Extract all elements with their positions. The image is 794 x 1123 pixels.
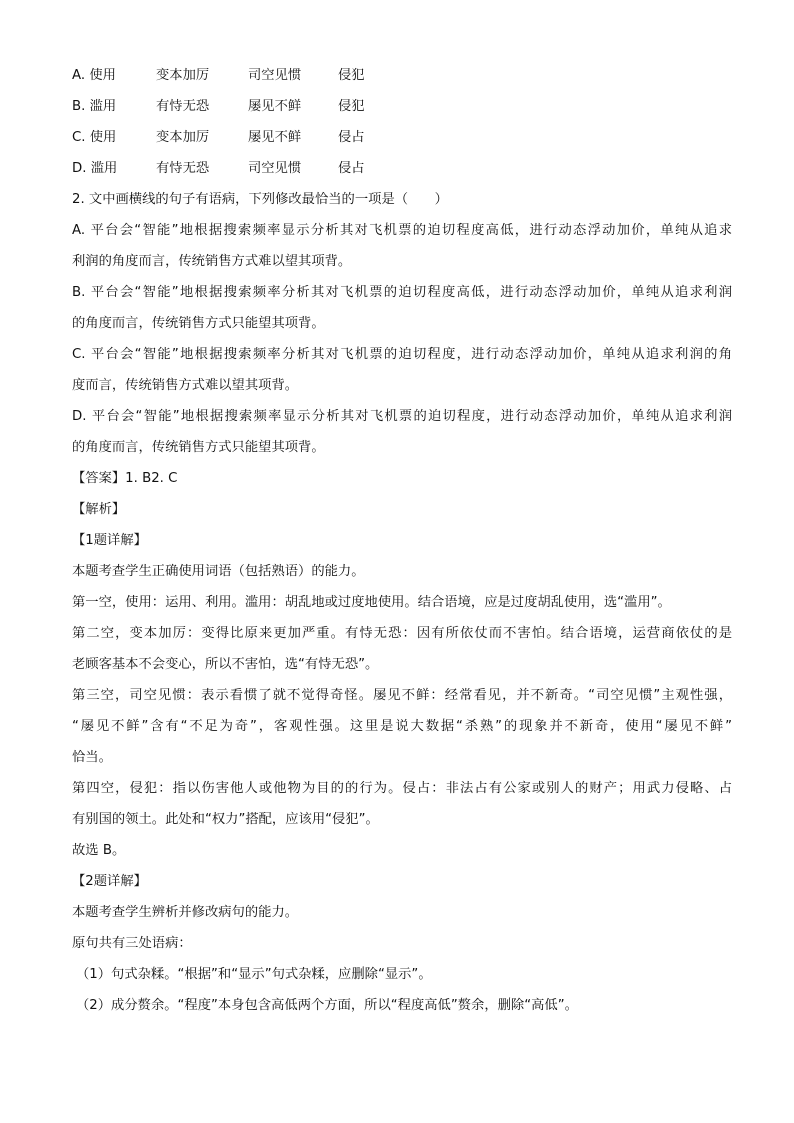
q2-detail-heading: 【2题详解】 bbox=[72, 874, 147, 889]
option-label: D. 滥用 bbox=[72, 161, 118, 176]
q1-blank-3-explanation-line-1: 第三空，司空见惯：表示看惯了就不觉得奇怪。屡见不鲜：经常看见，并不新奇。“司空见惯”主观性强， bbox=[72, 688, 732, 703]
q2-detail-intro: 本题考查学生辨析并修改病句的能力。 bbox=[72, 905, 299, 920]
option-word-2: 有恃无恐 bbox=[156, 99, 210, 114]
q2-errors-summary: 原句共有三处语病： bbox=[72, 936, 192, 951]
q2-option-a-line-2: 利润的角度而言，传统销售方式难以望其项背。 bbox=[72, 254, 352, 269]
option-row-b bbox=[72, 91, 732, 122]
option-word-3: 屡见不鲜 bbox=[248, 130, 302, 145]
option-label: C. 使用 bbox=[72, 130, 117, 145]
option-word-4: 侵占 bbox=[338, 130, 365, 145]
q2-option-c-line-2: 度而言，传统销售方式难以望其项背。 bbox=[72, 378, 299, 393]
option-word-4: 侵犯 bbox=[338, 99, 365, 114]
q1-blank-2-explanation-line-2: 老顾客基本不会变心，所以不害怕，选“有恃无恐”。 bbox=[72, 657, 379, 672]
option-label: B. 滥用 bbox=[72, 99, 117, 114]
option-word-4: 侵占 bbox=[338, 161, 365, 176]
option-row-a bbox=[72, 60, 732, 91]
option-word-3: 司空见惯 bbox=[248, 68, 302, 83]
q1-blank-4-explanation-line-2: 有别国的领土。此处和“权力”搭配，应该用“侵犯”。 bbox=[72, 812, 379, 827]
question-2-stem: 2. 文中画横线的句子有语病，下列修改最恰当的一项是（ ） bbox=[72, 192, 448, 207]
option-word-2: 变本加厉 bbox=[156, 130, 210, 145]
q2-option-d-line-1: D. 平台会“智能”地根据搜索频率显示分析其对飞机票的迫切程度，进行动态浮动加价，单纯从追求利润 bbox=[72, 409, 732, 424]
q1-blank-3-explanation-line-2: “屡见不鲜”含有“不足为奇”，客观性强。这里是说大数据“杀熟”的现象并不新奇，使用“屡见不鲜” bbox=[72, 719, 732, 734]
analysis-heading: 【解析】 bbox=[72, 502, 126, 517]
q2-option-b-line-1: B. 平台会“智能”地根据搜索频率分析其对飞机票的迫切程度高低，进行动态浮动加价，单纯从追求利润 bbox=[72, 285, 732, 300]
option-word-2: 有恃无恐 bbox=[156, 161, 210, 176]
q2-option-a-line-1: A. 平台会“智能”地根据搜索频率显示分析其对飞机票的迫切程度高低，进行动态浮动加价，单纯从追求 bbox=[72, 223, 732, 238]
option-word-3: 屡见不鲜 bbox=[248, 99, 302, 114]
option-word-4: 侵犯 bbox=[338, 68, 365, 83]
q2-option-b-line-2: 的角度而言，传统销售方式只能望其项背。 bbox=[72, 316, 325, 331]
q1-detail-intro: 本题考查学生正确使用词语（包括熟语）的能力。 bbox=[72, 564, 365, 579]
option-word-3: 司空见惯 bbox=[248, 161, 302, 176]
q1-detail-heading: 【1题详解】 bbox=[72, 533, 147, 548]
q1-blank-2-explanation-line-1: 第二空，变本加厉：变得比原来更加严重。有恃无恐：因有所依仗而不害怕。结合语境，运营商依仗的是 bbox=[72, 626, 732, 641]
q2-error-2: （2）成分赘余。“程度”本身包含高低两个方面，所以“程度高低”赘余，删除“高低”。 bbox=[76, 998, 578, 1013]
q1-blank-3-explanation-line-3: 恰当。 bbox=[72, 750, 112, 765]
option-row-c bbox=[72, 122, 732, 153]
q1-blank-1-explanation: 第一空，使用：运用、利用。滥用：胡乱地或过度地使用。结合语境，应是过度胡乱使用，选“滥用”。 bbox=[72, 595, 671, 610]
q2-option-c-line-1: C. 平台会“智能”地根据搜索频率分析其对飞机票的迫切程度，进行动态浮动加价，单纯从追求利润的角 bbox=[72, 347, 732, 362]
option-label: A. 使用 bbox=[72, 68, 116, 83]
document-page bbox=[72, 60, 732, 1021]
q2-error-1: （1）句式杂糅。“根据”和“显示”句式杂糅，应删除“显示”。 bbox=[76, 967, 432, 982]
answer-line: 【答案】1. B2. C bbox=[72, 471, 178, 486]
option-row-d bbox=[72, 153, 732, 184]
option-word-2: 变本加厉 bbox=[156, 68, 210, 83]
q1-conclusion: 故选 B。 bbox=[72, 843, 126, 858]
q1-blank-4-explanation-line-1: 第四空，侵犯：指以伤害他人或他物为目的的行为。侵占：非法占有公家或别人的财产；用武力侵略、占 bbox=[72, 781, 732, 796]
q2-option-d-line-2: 的角度而言，传统销售方式只能望其项背。 bbox=[72, 440, 325, 455]
